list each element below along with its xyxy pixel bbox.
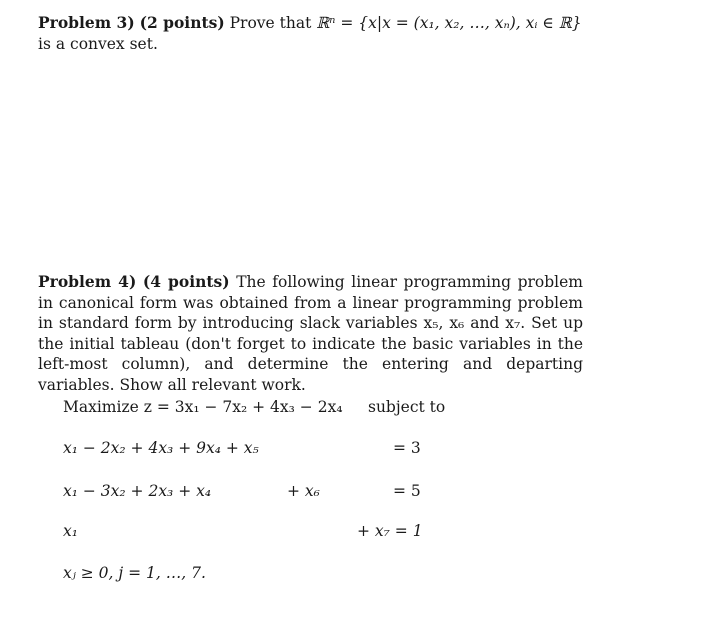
problem-4-body: The following linear programming problem in canonical form was obtained from a linear programming problem in standard form by introducing slack variables x₅, x₆ and x₇. Set up the initial tableau (don't forget to indicate the basic variables in the left-most column), and determine the entering and departing variables. Show all relevant work. bbox=[38, 273, 584, 394]
problem-4-heading: Problem 4) bbox=[38, 272, 137, 291]
problem-4 bbox=[38, 272, 583, 395]
problem-4-points: (4 points) bbox=[142, 272, 230, 291]
problem-3 bbox=[38, 13, 583, 54]
problem-3-text-after: is a convex set. bbox=[38, 34, 158, 53]
subject-to-label: subject to bbox=[368, 398, 446, 416]
constraint-1-rhs: = 3 bbox=[393, 439, 421, 457]
problem-3-points: (2 points) bbox=[139, 13, 225, 32]
constraint-2-lhs: x₁ − 3x₂ + 2x₃ + x₄ bbox=[63, 482, 212, 500]
problem-3-text-before: Prove that bbox=[229, 14, 317, 32]
constraint-2-rhs: = 5 bbox=[393, 482, 421, 500]
constraint-2-slack: + x₆ bbox=[287, 482, 320, 500]
problem-3-heading: Problem 3) bbox=[38, 13, 135, 32]
problem-3-math-statement: ℝⁿ = {x|x = (x₁, x₂, …, xₙ), xᵢ ∈ ℝ} bbox=[316, 14, 582, 32]
constraint-1-lhs: x₁ − 2x₂ + 4x₃ + 9x₄ + x₅ bbox=[63, 439, 259, 457]
objective-function: Maximize z = 3x₁ − 7x₂ + 4x₃ − 2x₄ bbox=[63, 398, 343, 416]
nonnegativity-constraint: xⱼ ≥ 0, j = 1, …, 7. bbox=[63, 564, 206, 582]
constraint-3-rhs: + x₇ = 1 bbox=[357, 522, 423, 540]
constraint-3-lhs: x₁ bbox=[63, 522, 78, 540]
